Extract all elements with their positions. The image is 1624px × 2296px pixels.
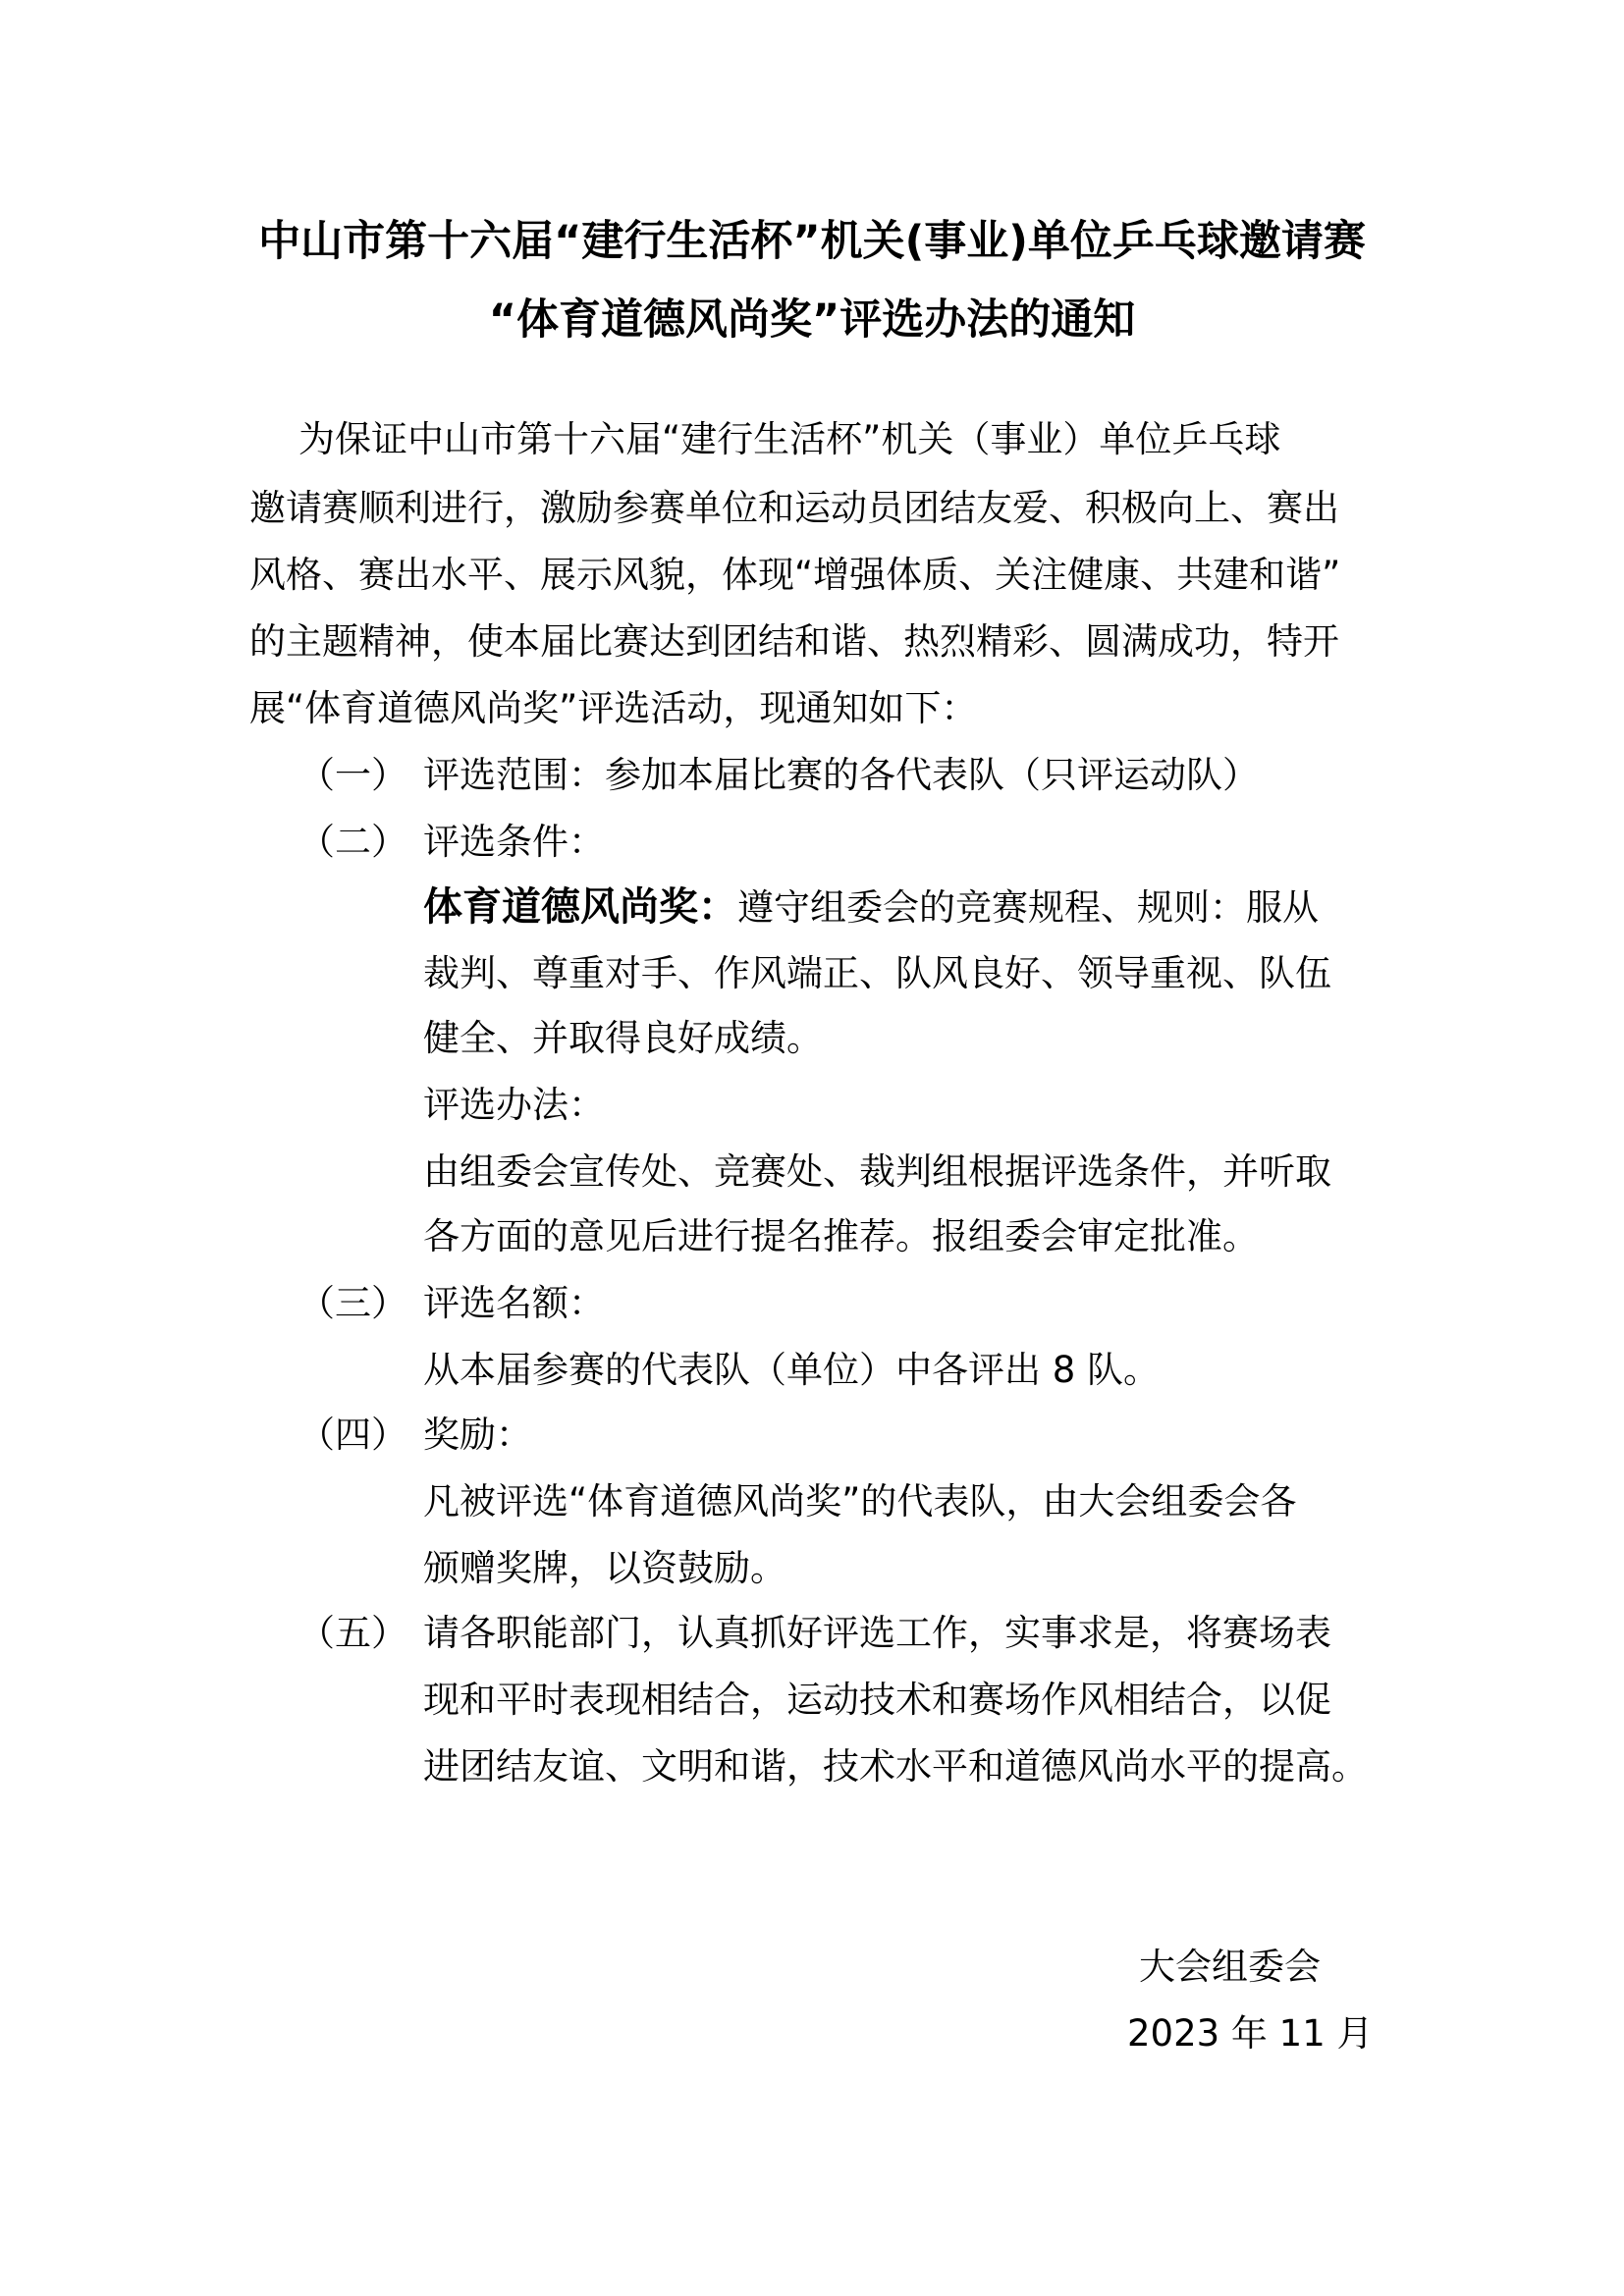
method-line-1: 由组委会宣传处、竞赛处、裁判组根据评选条件，并听取 xyxy=(423,1150,1331,1193)
section-4-line-1: 凡被评选“体育道德风尚奖”的代表队，由大会组委会各 xyxy=(423,1480,1297,1522)
section-2-heading: 评选条件： xyxy=(423,821,605,863)
section-3-number: （三） xyxy=(298,1282,407,1324)
intro-line-3: 风格、赛出水平、展示风貌，体现“增强体质、关注健康、共建和谐” xyxy=(249,554,1341,596)
title-line-1: 中山市第十六届“建行生活杯”机关(事业)单位乒乓球邀请赛 xyxy=(258,217,1366,266)
section-4-number: （四） xyxy=(298,1414,407,1456)
intro-line-1: 为保证中山市第十六届“建行生活杯”机关（事业）单位乒乓球 xyxy=(298,418,1281,460)
award-criteria-line-1 xyxy=(423,880,1319,935)
section-1-number: （一） xyxy=(298,754,407,796)
award-criteria-text: 遵守组委会的竞赛规程、规则：服从 xyxy=(737,886,1319,929)
section-5-line-2: 现和平时表现相结合，运动技术和赛场作风相结合，以促 xyxy=(423,1679,1331,1721)
section-3-heading: 评选名额： xyxy=(423,1282,605,1324)
section-2-number: （二） xyxy=(298,821,407,863)
section-3-text: 从本届参赛的代表队（单位）中各评出 8 队。 xyxy=(423,1349,1161,1391)
intro-line-2: 邀请赛顺利进行，激励参赛单位和运动员团结友爱、积极向上、赛出 xyxy=(249,487,1339,529)
award-name: 体育道德风尚奖： xyxy=(423,884,737,930)
section-1-text: 评选范围：参加本届比赛的各代表队（只评运动队） xyxy=(423,754,1259,796)
section-4-line-2: 颁赠奖牌，以资鼓励。 xyxy=(423,1547,786,1589)
intro-line-4: 的主题精神，使本届比赛达到团结和谐、热烈精彩、圆满成功，特开 xyxy=(249,620,1339,663)
section-5-line-3: 进团结友谊、文明和谐，技术水平和道德风尚水平的提高。 xyxy=(423,1745,1368,1788)
section-5-number: （五） xyxy=(298,1612,407,1654)
title-line-2: “体育道德风尚奖”评选办法的通知 xyxy=(488,295,1136,345)
section-5-line-1: 请各职能部门，认真抓好评选工作，实事求是，将赛场表 xyxy=(423,1612,1331,1654)
award-criteria-line-3: 健全、并取得良好成绩。 xyxy=(423,1017,823,1059)
section-4-heading: 奖励： xyxy=(423,1414,532,1456)
signature-organization: 大会组委会 xyxy=(1139,1946,1321,1988)
intro-line-5: 展“体育道德风尚奖”评选活动，现通知如下： xyxy=(249,687,978,729)
method-line-2: 各方面的意见后进行提名推荐。报组委会审定批准。 xyxy=(423,1215,1259,1257)
award-criteria-line-2: 裁判、尊重对手、作风端正、队风良好、领导重视、队伍 xyxy=(423,952,1331,994)
signature-date: 2023 年 11 月 xyxy=(1127,2012,1374,2055)
method-heading: 评选办法： xyxy=(423,1084,605,1126)
